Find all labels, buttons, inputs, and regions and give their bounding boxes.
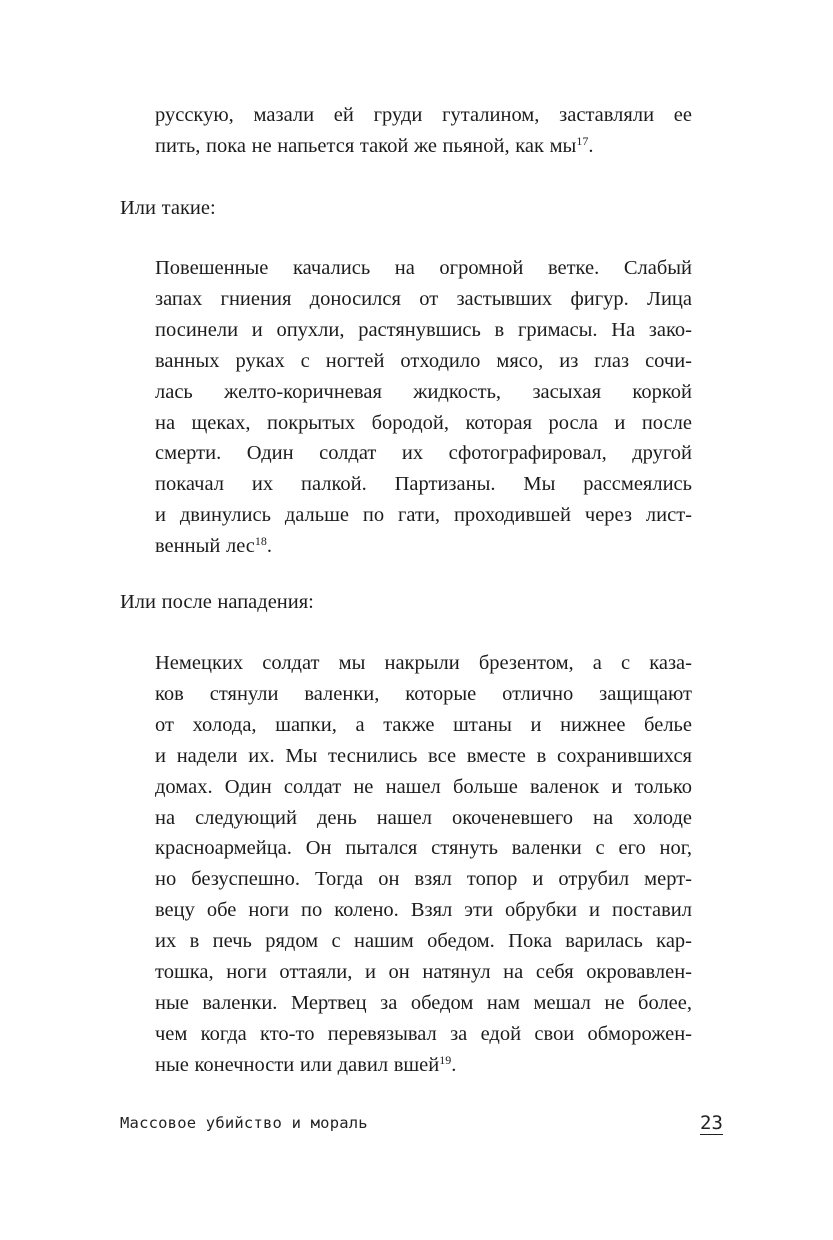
text-line: на следующий день нашел окоченевшего на холоде	[155, 806, 692, 829]
text-end: .	[266, 535, 273, 558]
text-line: запах гниения доносился от застывших фигур. Лица	[155, 287, 692, 310]
text-line: их в печь рядом с нашим обедом. Пока варилась кар-	[155, 930, 692, 953]
text-line-last	[155, 531, 692, 562]
intro-paragraph-3	[120, 587, 700, 618]
text-line: ные конечности или давил вшей	[155, 1053, 440, 1076]
text-line: ные валенки. Мертвец за обедом нам мешал не более,	[155, 991, 692, 1014]
text-line: вецу обе ноги по колено. Взял эти обрубки и поставил	[155, 899, 692, 922]
text-line: лась желто-коричневая жидкость, засыхая коркой	[155, 380, 692, 403]
text-end: .	[588, 134, 594, 157]
text-line: на щеках, покрытых бородой, которая росла и после	[155, 411, 692, 434]
text-line: смерти. Один солдат их сфотографировал, другой	[155, 442, 692, 465]
footnote-marker: 17	[576, 133, 589, 148]
intro-paragraph-2	[120, 193, 700, 224]
text-line: но безуспешно. Тогда он взял топор и отрубил мерт-	[155, 868, 692, 891]
text-line-last	[155, 1050, 692, 1081]
quote-block-3	[155, 648, 692, 1081]
footnote-marker: 18	[254, 534, 267, 549]
text-line: тошка, ноги оттаяли, и он натянул на себя окровавлен-	[155, 961, 692, 984]
text-line: чем когда кто-то перевязывал за едой свои обморожен-	[155, 1022, 692, 1045]
intro-text: Или после нападения:	[120, 591, 314, 613]
text-line: красноармейца. Он пытался стянуть валенки с его ног,	[155, 837, 692, 860]
text-line: ванных руках с ногтей отходило мясо, из глаз сочи-	[155, 349, 692, 372]
running-footer-title: Массовое убийство и мораль	[120, 1114, 368, 1132]
text-line: от холода, шапки, а также штаны и нижнее белье	[155, 713, 692, 736]
footnote-marker: 19	[439, 1052, 452, 1067]
text-line: Повешенные качались на огромной ветке. Слабый	[155, 257, 692, 279]
text-line: русскую, мазали ей груди гуталином, заставляли ее	[155, 104, 692, 126]
text-line: домах. Один солдат не нашел больше валенок и только	[155, 775, 692, 798]
quote-block-2	[155, 253, 692, 562]
page-number: 23	[700, 1112, 723, 1134]
text-line: посинели и опухли, растянувшись в гримасы. На зако-	[155, 318, 692, 341]
quote-continuation	[155, 100, 692, 162]
text-line: Немецких солдат мы накрыли брезентом, а с каза-	[155, 652, 692, 674]
intro-text: Или такие:	[120, 197, 216, 219]
text-line: покачал их палкой. Партизаны. Мы рассмеялись	[155, 473, 692, 496]
text-line: и двинулись дальше по гати, проходившей через лист-	[155, 504, 692, 527]
text-line: ков стянули валенки, которые отлично защищают	[155, 682, 692, 705]
text-line: и надели их. Мы теснились все вместе в сохранившихся	[155, 744, 692, 767]
text-end: .	[451, 1053, 457, 1076]
text-line: венный лес	[155, 535, 255, 558]
text-line: пить, пока не напьется такой же пьяной, как мы	[155, 134, 577, 157]
text-line-last	[155, 131, 692, 162]
